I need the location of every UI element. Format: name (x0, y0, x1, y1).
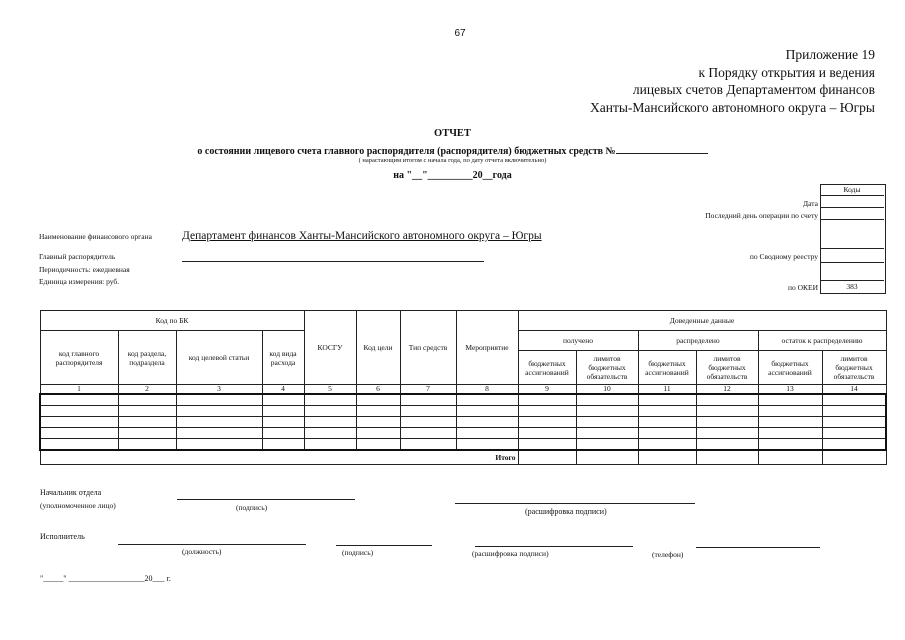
header-expense-type: код вида расхода (262, 331, 304, 385)
report-date: на "__"_________20__года (393, 170, 512, 181)
main-manager-label: Главный распорядитель (39, 252, 116, 261)
header-remainder: остаток к распределению (758, 331, 886, 351)
okei-code-value: 383 (846, 282, 858, 291)
header-received-alloc: бюджетных ассигнований (518, 351, 576, 385)
total-label: Итого (40, 450, 518, 464)
executor-decoding-caption: (расшифровка подписи) (472, 549, 549, 558)
executor-phone-caption: (телефон) (652, 550, 684, 559)
header-distributed-limits: лимитов бюджетных обязательств (696, 351, 758, 385)
table-row (40, 406, 886, 417)
header-target-code: код целевой статьи (176, 331, 262, 385)
codes-divider (820, 262, 884, 263)
fin-org-label: Наименование финансового органа (39, 232, 152, 241)
total-row (40, 450, 886, 464)
codes-header: Коды (820, 184, 884, 196)
appendix-line-4: Ханты-Мансийского автономного округа – Югры (590, 99, 875, 115)
column-number: 2 (118, 385, 176, 395)
report-table (39, 310, 887, 465)
account-number-field[interactable] (616, 143, 708, 154)
main-manager-field[interactable] (182, 261, 484, 262)
signature-date-line[interactable]: "_____" ___________________20___ г. (40, 574, 171, 583)
column-number: 5 (304, 385, 356, 395)
page-number: 67 (454, 28, 466, 39)
column-number: 13 (758, 385, 822, 395)
header-received-limits: лимитов бюджетных обязательств (576, 351, 638, 385)
codes-box (820, 184, 886, 294)
header-received: получено (518, 331, 638, 351)
table-row (40, 417, 886, 428)
head-sublabel: (уполномоченное лицо) (40, 501, 116, 510)
column-number: 10 (576, 385, 638, 395)
head-signature-caption: (подпись) (236, 503, 268, 512)
report-title: ОТЧЕТ (434, 128, 471, 139)
executor-label: Исполнитель (40, 532, 85, 541)
codes-divider (820, 207, 884, 208)
executor-position-caption: (должность) (182, 547, 222, 556)
header-funds-type: Тип средств (400, 311, 456, 385)
codes-divider (820, 248, 884, 249)
header-section-code: код раздела, подраздела (118, 331, 176, 385)
header-distributed-alloc: бюджетных ассигнований (638, 351, 696, 385)
unit-label: Единица измерения: руб. (39, 277, 120, 286)
codes-divider (820, 219, 884, 220)
header-kosgu: КОСГУ (304, 311, 356, 385)
table-row (40, 428, 886, 439)
header-brought-data: Доведенные данные (518, 311, 886, 331)
column-number: 11 (638, 385, 696, 395)
column-number: 9 (518, 385, 576, 395)
executor-position-field[interactable] (118, 544, 306, 545)
fin-org-value: Департамент финансов Ханты-Мансийского автономного округа – Югры (182, 230, 542, 242)
date-label: Дата (803, 199, 818, 208)
header-event: Мероприятие (456, 311, 518, 385)
column-number: 3 (176, 385, 262, 395)
column-number: 6 (356, 385, 400, 395)
column-number: 12 (696, 385, 758, 395)
header-remainder-alloc: бюджетных ассигнований (758, 351, 822, 385)
appendix-line-2: к Порядку открытия и ведения (698, 64, 875, 80)
header-bk-code: Код по БК (40, 311, 304, 331)
consolidated-registry-label: по Сводному реестру (749, 252, 818, 261)
head-decoding-field[interactable] (455, 503, 695, 504)
column-number: 8 (456, 385, 518, 395)
column-number: 7 (400, 385, 456, 395)
executor-signature-caption: (подпись) (342, 548, 374, 557)
executor-signature-field[interactable] (336, 545, 432, 546)
appendix-line-3: лицевых счетов Департаментом финансов (632, 82, 875, 97)
header-distributed: распределено (638, 331, 758, 351)
column-number: 14 (822, 385, 886, 395)
okei-label: по ОКЕИ (787, 283, 818, 292)
table-row (40, 394, 886, 406)
report-subtitle (0, 143, 905, 157)
periodicity-label: Периодичность: ежедневная (39, 265, 130, 274)
head-decoding-caption: (расшифровка подписи) (525, 507, 607, 516)
last-day-label: Последний день операции по счету (705, 211, 818, 220)
table-row (40, 439, 886, 451)
header-goal-code: Код цели (356, 311, 400, 385)
head-signature-field[interactable] (177, 499, 355, 500)
column-number: 1 (40, 385, 118, 395)
codes-divider (820, 280, 884, 281)
executor-decoding-field[interactable] (475, 546, 633, 547)
appendix-line-1: Приложение 19 (785, 47, 875, 62)
header-remainder-limits: лимитов бюджетных обязательств (822, 351, 886, 385)
executor-phone-field[interactable] (696, 547, 820, 548)
column-number: 4 (262, 385, 304, 395)
appendix-block (590, 46, 875, 116)
header-main-manager-code: код главного распорядителя (40, 331, 118, 385)
report-note: ( нарастающим итогом с начала года, по дату отчета включительно) (358, 157, 547, 164)
report-subtitle-text: о состоянии лицевого счета главного распорядителя (распорядителя) бюджетных средств № (197, 146, 616, 157)
head-label: Начальник отдела (40, 488, 102, 497)
